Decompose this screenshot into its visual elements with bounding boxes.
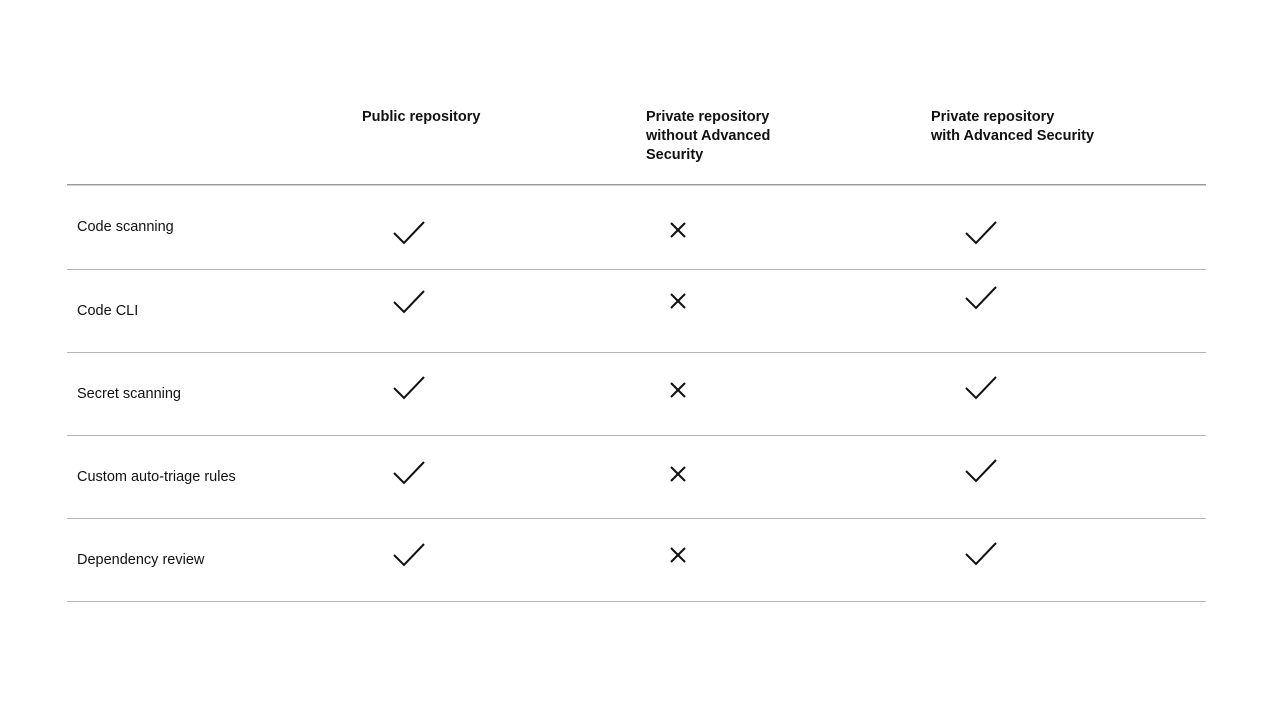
feature-comparison-table: [67, 0, 1206, 720]
check-icon: [392, 460, 426, 486]
row-label: Code scanning: [77, 219, 174, 235]
check-icon: [964, 375, 998, 401]
table-row-dependency-review: [67, 518, 1206, 602]
check-icon: [392, 220, 426, 246]
check-icon: [392, 542, 426, 568]
table-row-code-cli: [67, 269, 1206, 353]
cross-icon: [661, 546, 695, 564]
column-header-private-without-advanced-security: Private repository without Advanced Security: [646, 109, 771, 163]
cross-icon: [661, 465, 695, 483]
check-icon: [964, 220, 998, 246]
check-icon: [964, 541, 998, 567]
cross-icon: [661, 292, 695, 310]
row-label: Dependency review: [77, 552, 205, 568]
table-row-secret-scanning: [67, 352, 1206, 436]
row-label: Custom auto-triage rules: [77, 469, 236, 485]
table-row-code-scanning: [67, 186, 1206, 270]
cross-icon: [661, 221, 695, 239]
column-header-private-with-advanced-security: Private repository with Advanced Security: [931, 109, 1095, 144]
table-row-custom-auto-triage-rules: [67, 435, 1206, 519]
check-icon: [964, 458, 998, 484]
check-icon: [964, 285, 998, 311]
row-label: Secret scanning: [77, 386, 181, 402]
check-icon: [392, 289, 426, 315]
column-header-public-repository: Public repository: [362, 109, 481, 125]
cross-icon: [661, 381, 695, 399]
check-icon: [392, 375, 426, 401]
row-label: Code CLI: [77, 303, 139, 319]
